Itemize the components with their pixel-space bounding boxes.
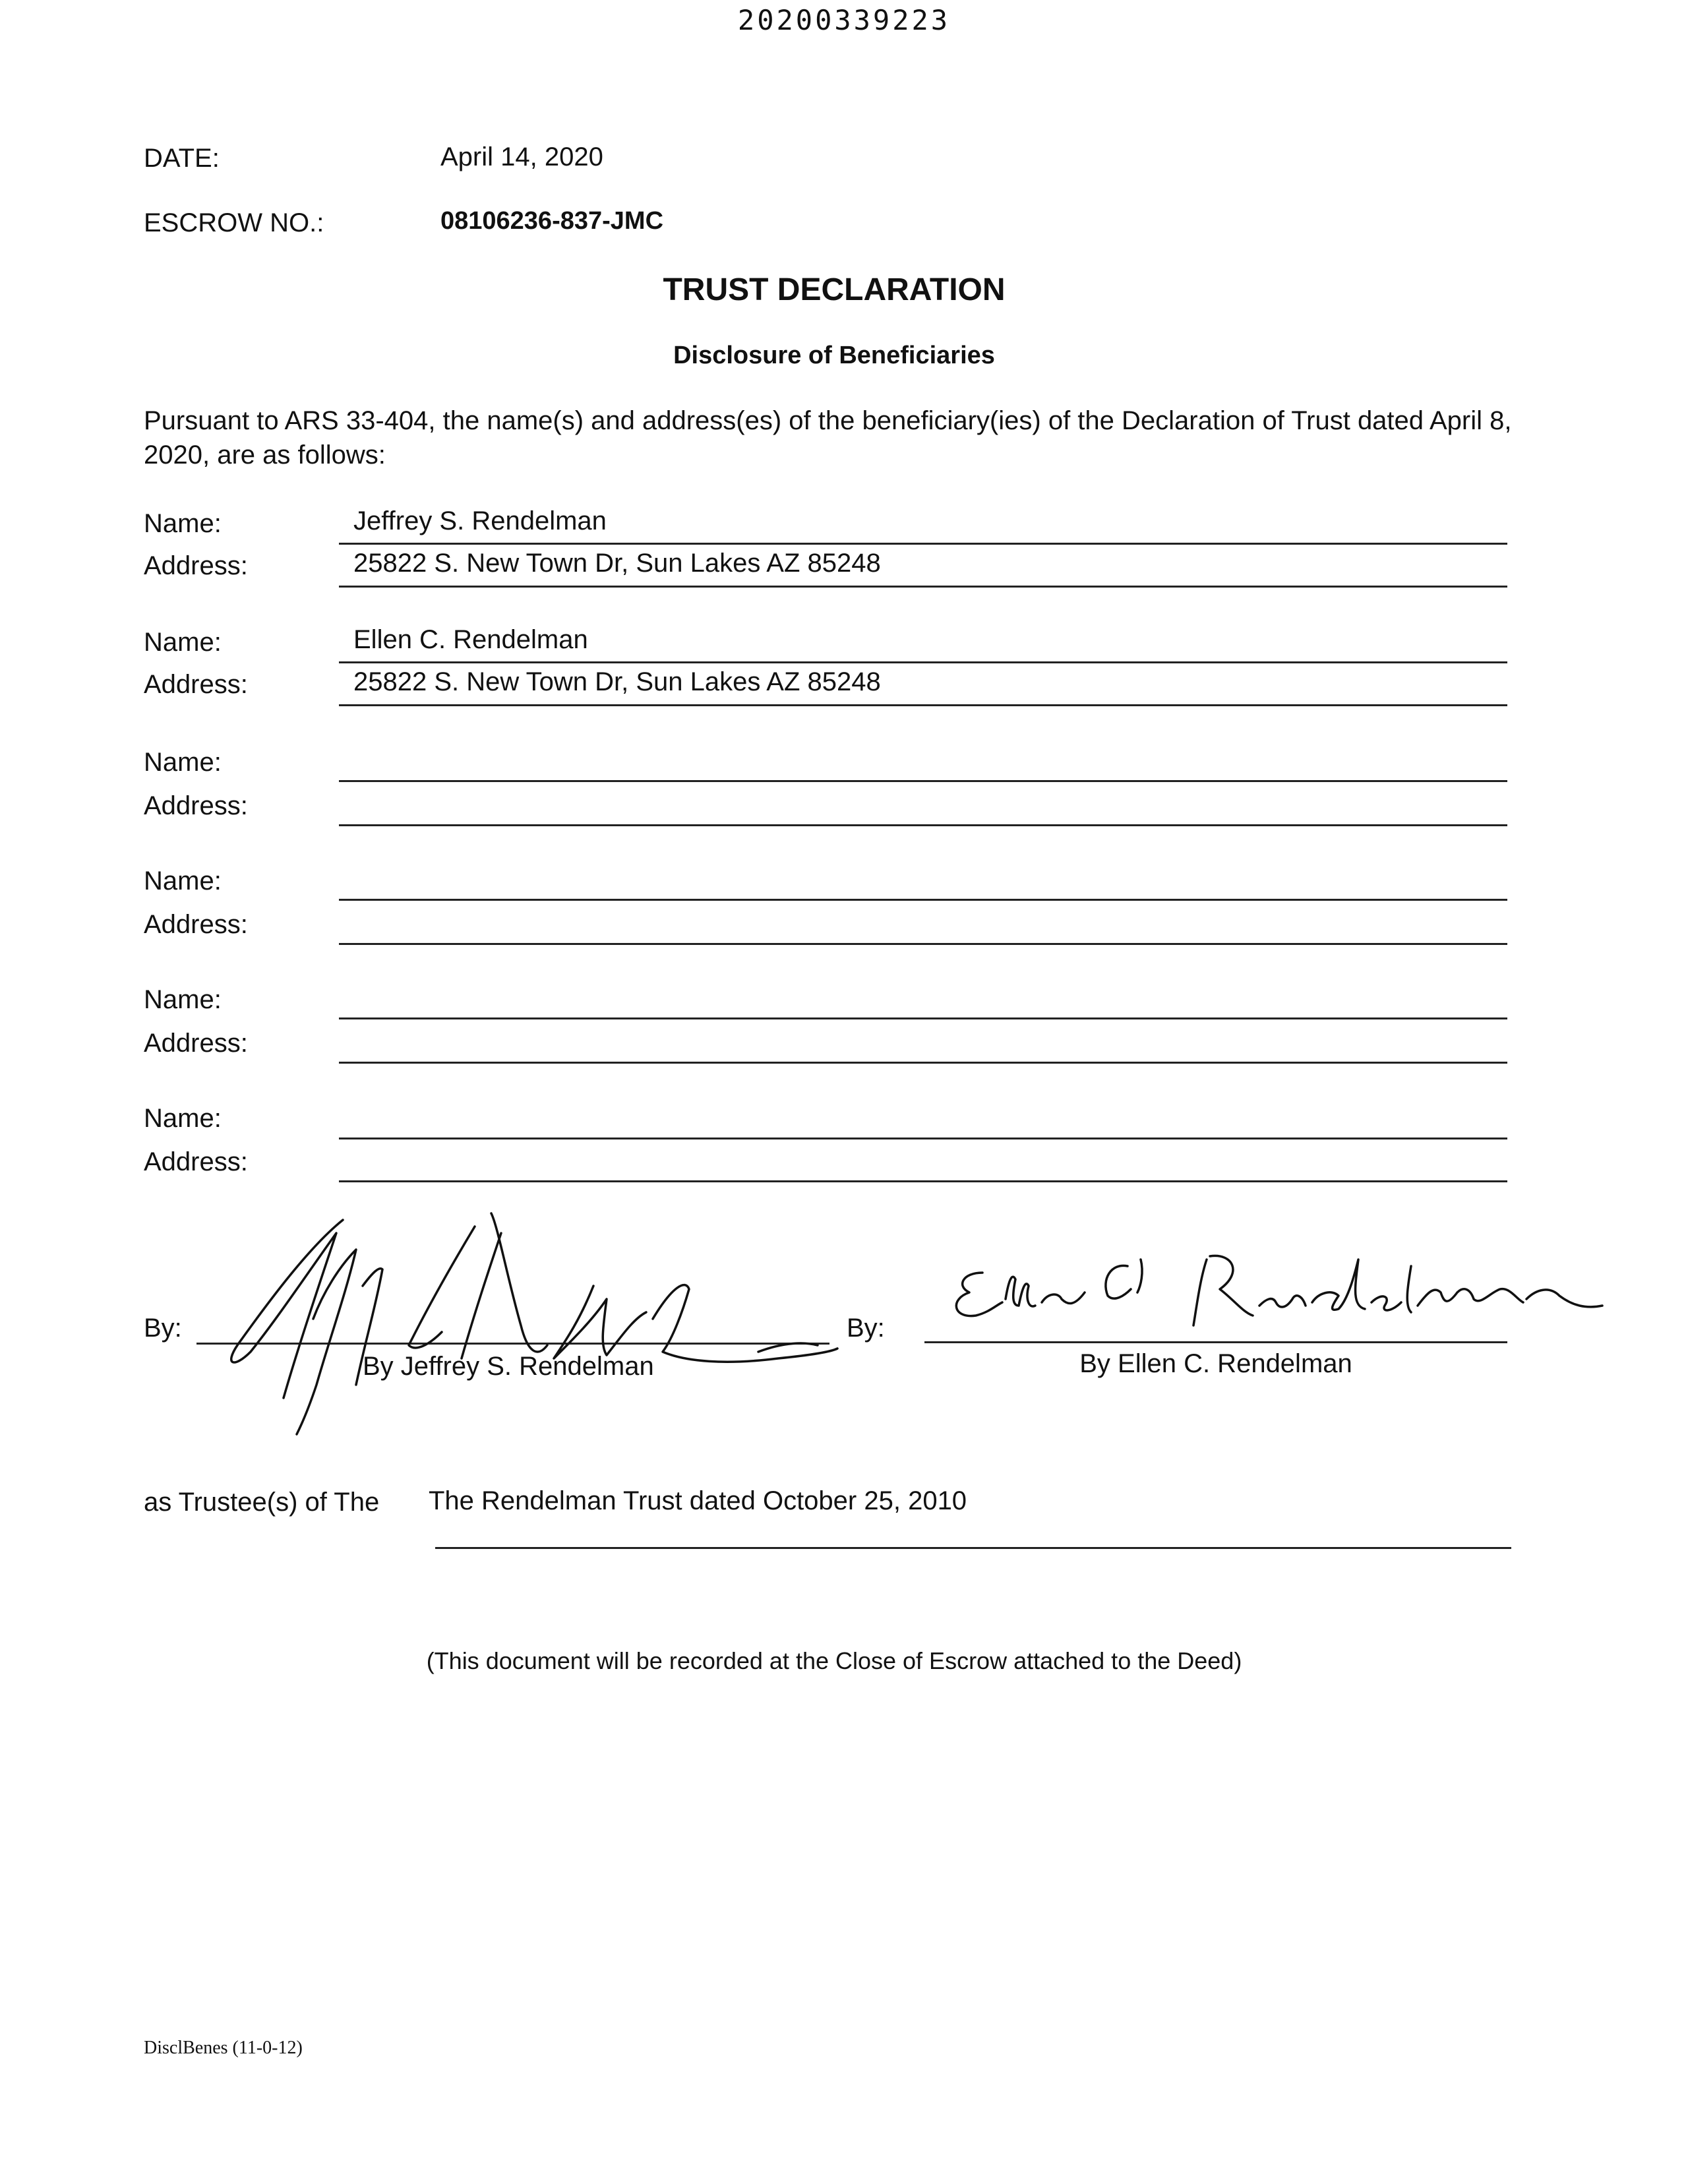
intro-paragraph: Pursuant to ARS 33-404, the name(s) and address(es) of the beneficiary(ies) of the Declaration of Trust dated April 8, 2020, are as follows: bbox=[144, 406, 1512, 470]
signer1-by-label: By: bbox=[144, 1314, 182, 1343]
beneficiary-name: Jeffrey S. Rendelman bbox=[353, 506, 607, 535]
trustee-label: as Trustee(s) of The bbox=[144, 1488, 380, 1517]
recording-number: 20200339223 bbox=[737, 4, 951, 36]
trust-name-line bbox=[435, 1547, 1511, 1549]
name-label: Name: bbox=[144, 628, 222, 657]
address-line bbox=[339, 1180, 1507, 1182]
name-line bbox=[339, 661, 1507, 663]
document-subtitle: Disclosure of Beneficiaries bbox=[673, 342, 995, 369]
escrow-label: ESCROW NO.: bbox=[144, 208, 324, 237]
name-line bbox=[339, 543, 1507, 545]
address-line bbox=[339, 943, 1507, 945]
document-title: TRUST DECLARATION bbox=[663, 272, 1006, 307]
address-label: Address: bbox=[144, 551, 248, 580]
address-line bbox=[339, 704, 1507, 706]
name-line bbox=[339, 1138, 1507, 1139]
signer1-caption: By Jeffrey S. Rendelman bbox=[363, 1352, 654, 1381]
name-label: Name: bbox=[144, 1104, 222, 1133]
signer2-caption: By Ellen C. Rendelman bbox=[1079, 1349, 1352, 1378]
address-line bbox=[339, 824, 1507, 826]
name-label: Name: bbox=[144, 748, 222, 777]
address-label: Address: bbox=[144, 791, 248, 820]
address-label: Address: bbox=[144, 670, 248, 699]
signer2-handwritten-signature bbox=[943, 1240, 1602, 1345]
beneficiary-name: Ellen C. Rendelman bbox=[353, 625, 588, 654]
date-label: DATE: bbox=[144, 144, 220, 173]
name-line bbox=[339, 780, 1507, 782]
signer2-by-label: By: bbox=[847, 1314, 885, 1343]
trust-name: The Rendelman Trust dated October 25, 2010 bbox=[429, 1486, 967, 1515]
name-label: Name: bbox=[144, 985, 222, 1014]
address-label: Address: bbox=[144, 1147, 248, 1176]
form-code: DisclBenes (11-0-12) bbox=[144, 2038, 303, 2058]
name-label: Name: bbox=[144, 866, 222, 895]
address-label: Address: bbox=[144, 1029, 248, 1058]
name-line bbox=[339, 899, 1507, 901]
escrow-number: 08106236-837-JMC bbox=[440, 207, 664, 235]
name-line bbox=[339, 1017, 1507, 1019]
name-label: Name: bbox=[144, 509, 222, 538]
beneficiary-address: 25822 S. New Town Dr, Sun Lakes AZ 85248 bbox=[353, 667, 881, 696]
beneficiary-address: 25822 S. New Town Dr, Sun Lakes AZ 85248 bbox=[353, 549, 881, 578]
signer1-handwritten-signature bbox=[198, 1187, 857, 1438]
address-line bbox=[339, 586, 1507, 588]
recording-note: (This document will be recorded at the Close of Escrow attached to the Deed) bbox=[426, 1647, 1242, 1674]
address-line bbox=[339, 1062, 1507, 1064]
address-label: Address: bbox=[144, 910, 248, 939]
date-value: April 14, 2020 bbox=[440, 142, 603, 171]
